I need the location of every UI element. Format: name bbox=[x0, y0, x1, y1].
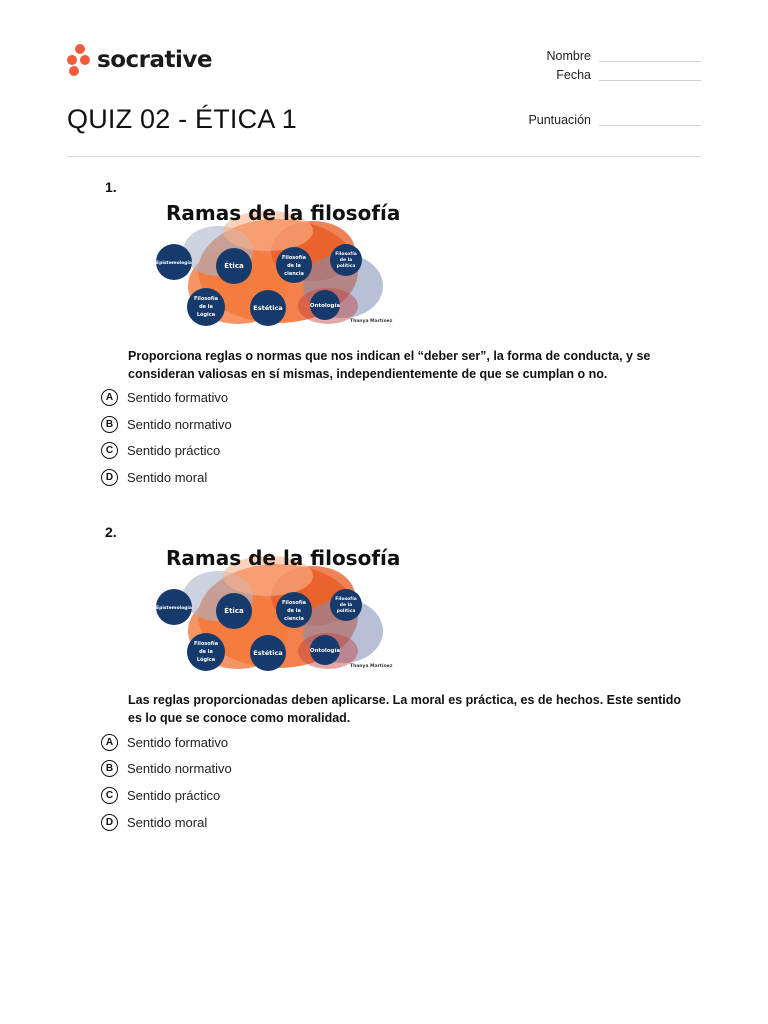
option-a[interactable] bbox=[101, 389, 228, 406]
question-number: 2. bbox=[105, 524, 117, 540]
option-d[interactable] bbox=[101, 469, 207, 486]
option-b[interactable] bbox=[101, 416, 232, 433]
option-text: Sentido normativo bbox=[127, 761, 232, 776]
option-text: Sentido moral bbox=[127, 815, 208, 830]
option-d[interactable] bbox=[101, 814, 207, 831]
question-number: 1. bbox=[105, 179, 117, 195]
question-text: Las reglas proporcionadas deben aplicarse. La moral es práctica, es de hechos. Este sentido es lo que se conoce como moralidad. bbox=[128, 693, 681, 725]
svg-text:Ramas de la filosofía: Ramas de la filosofía bbox=[166, 546, 401, 570]
option-letter: A bbox=[101, 734, 118, 751]
svg-text:Filosofía: Filosofía bbox=[282, 600, 306, 606]
option-text: Sentido formativo bbox=[127, 735, 229, 750]
option-text: Sentido moral bbox=[127, 470, 208, 485]
date-label: Fecha bbox=[556, 68, 591, 82]
option-letter: D bbox=[101, 814, 118, 831]
svg-text:ciencia: ciencia bbox=[284, 271, 304, 277]
score-label: Puntuación bbox=[528, 113, 591, 127]
option-letter: C bbox=[101, 442, 118, 459]
svg-text:Ontología: Ontología bbox=[309, 648, 341, 654]
question-image bbox=[128, 176, 415, 336]
svg-text:Thanya Martínez: Thanya Martínez bbox=[350, 319, 393, 324]
header-divider bbox=[67, 156, 701, 157]
option-c[interactable] bbox=[101, 787, 220, 804]
quiz-title: QUIZ 02 - ÉTICA 1 bbox=[67, 104, 297, 134]
svg-text:Filosofía: Filosofía bbox=[335, 252, 357, 257]
date-field[interactable] bbox=[599, 80, 701, 81]
svg-text:Ética: Ética bbox=[224, 607, 244, 615]
svg-text:Ontología: Ontología bbox=[309, 303, 341, 309]
question-image bbox=[128, 521, 415, 681]
svg-text:de la: de la bbox=[287, 608, 301, 614]
option-b[interactable] bbox=[101, 760, 232, 777]
svg-text:Estética: Estética bbox=[253, 304, 283, 312]
question-text: Proporciona reglas o normas que nos indican el “deber ser”, la forma de conducta, y se consideran valiosas en sí mismas, independientemente de que se cumplan o no. bbox=[128, 349, 651, 381]
svg-text:de la: de la bbox=[199, 649, 213, 655]
brand-name: socrative bbox=[97, 47, 212, 73]
option-letter: B bbox=[101, 760, 118, 777]
svg-text:Ética: Ética bbox=[224, 262, 244, 270]
svg-text:Filosofía: Filosofía bbox=[282, 255, 306, 261]
svg-text:Lógica: Lógica bbox=[196, 312, 216, 318]
option-text: Sentido práctico bbox=[127, 443, 221, 458]
option-c[interactable] bbox=[101, 442, 220, 459]
svg-text:política: política bbox=[336, 264, 356, 269]
svg-text:política: política bbox=[336, 609, 356, 614]
branches-of-philosophy-image bbox=[128, 521, 415, 681]
branches-of-philosophy-image bbox=[128, 176, 415, 336]
option-letter: D bbox=[101, 469, 118, 486]
name-label: Nombre bbox=[546, 49, 591, 63]
svg-text:ciencia: ciencia bbox=[284, 616, 304, 622]
svg-text:Filosofía: Filosofía bbox=[194, 641, 218, 647]
socrative-logo bbox=[67, 44, 212, 76]
svg-text:de la: de la bbox=[339, 603, 353, 608]
option-letter: A bbox=[101, 389, 118, 406]
score-field[interactable] bbox=[599, 125, 701, 126]
svg-text:Estética: Estética bbox=[253, 649, 283, 657]
svg-text:Filosofía: Filosofía bbox=[335, 597, 357, 602]
option-a[interactable] bbox=[101, 734, 228, 751]
svg-text:Ramas de la filosofía: Ramas de la filosofía bbox=[166, 201, 401, 225]
svg-text:de la: de la bbox=[287, 263, 301, 269]
option-text: Sentido formativo bbox=[127, 390, 229, 405]
svg-text:Thanya Martínez: Thanya Martínez bbox=[350, 664, 393, 669]
svg-text:de la: de la bbox=[339, 258, 353, 263]
svg-text:Epistemología: Epistemología bbox=[156, 261, 192, 266]
option-text: Sentido práctico bbox=[127, 788, 221, 803]
option-text: Sentido normativo bbox=[127, 417, 232, 432]
option-letter: B bbox=[101, 416, 118, 433]
option-letter: C bbox=[101, 787, 118, 804]
socrative-logo-icon bbox=[67, 44, 93, 76]
svg-text:Epistemología: Epistemología bbox=[156, 606, 192, 611]
svg-text:Filosofía: Filosofía bbox=[194, 296, 218, 302]
svg-text:de la: de la bbox=[199, 304, 213, 310]
svg-text:Lógica: Lógica bbox=[196, 657, 216, 663]
name-field[interactable] bbox=[599, 61, 701, 62]
